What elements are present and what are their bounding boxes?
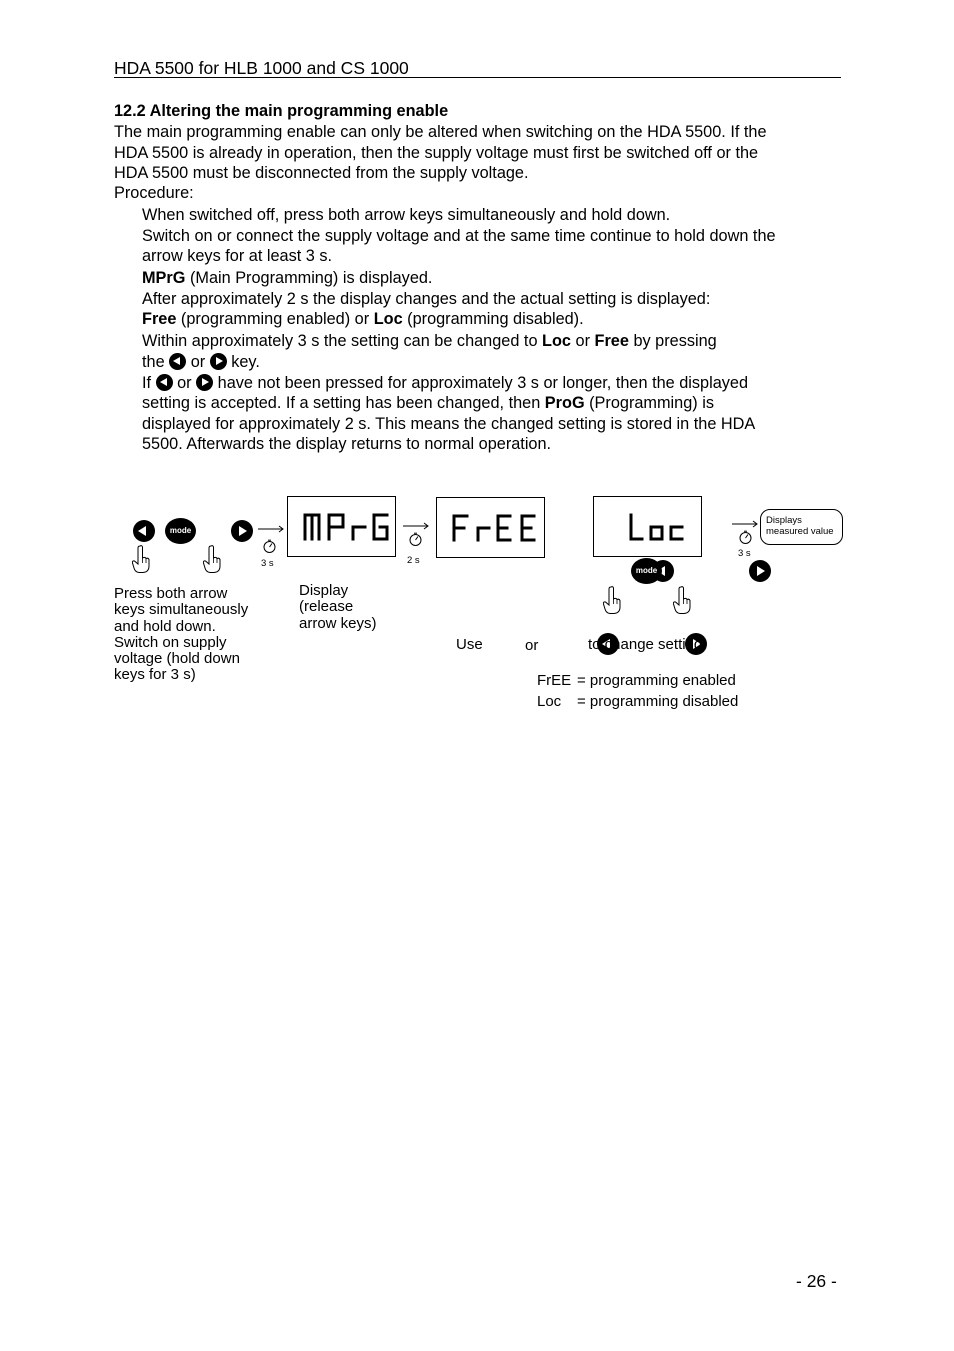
prog-term: ProG — [544, 394, 585, 412]
caption-line: keys for 3 s) — [114, 666, 196, 684]
seven-segment-loc — [594, 497, 701, 556]
caption-display — [299, 583, 377, 632]
step-text: by pressing — [628, 332, 717, 350]
caption-line: keys simultaneously — [114, 601, 249, 619]
use-label: Use — [456, 636, 483, 653]
step-line: When switched off, press both arrow keys simultaneously and hold down. — [142, 206, 671, 224]
flow-arrow — [731, 519, 759, 529]
intro-line-2: HDA 5500 is already in operation, then the supply voltage must first be switched off or the — [114, 144, 759, 162]
caption-line: Switch on supply — [114, 633, 227, 651]
step-line: 5500. Afterwards the display returns to normal operation. — [142, 435, 552, 453]
free-term: Free — [142, 310, 177, 328]
caption-line: Press both arrow — [114, 585, 228, 602]
page-header: HDA 5500 for HLB 1000 and CS 1000 — [114, 58, 409, 78]
step-text: key. — [226, 353, 260, 371]
step-text: or — [186, 353, 210, 371]
seven-segment-mprg — [288, 497, 395, 556]
legend-loc-value: = programming disabled — [577, 693, 739, 710]
hand-pointer-icon — [601, 585, 623, 615]
free-term: Free — [594, 332, 629, 350]
legend-loc-key: Loc — [537, 693, 562, 710]
caption-line: and hold down. — [114, 617, 216, 635]
caption-line: Display — [299, 582, 349, 599]
step-line: arrow keys for at least 3 s. — [142, 247, 333, 265]
hand-pointer-icon — [671, 585, 693, 615]
step-text: setting is accepted. If a setting has been changed, then — [142, 394, 545, 412]
timer-icon — [738, 530, 753, 545]
left-arrow-key-icon — [133, 520, 155, 542]
step-line: After approximately 2 s the display changes and the actual setting is displayed: — [142, 290, 711, 308]
step-text: Within approximately 3 s the setting can be changed to — [142, 332, 543, 350]
caption-line: arrow keys) — [299, 614, 377, 632]
bubble-line: measured value — [766, 526, 834, 537]
step-text: (programming disabled). — [402, 310, 584, 328]
loc-term: Loc — [373, 310, 403, 328]
page-number: - 26 - — [796, 1271, 837, 1291]
flow-arrow — [402, 521, 430, 531]
step-line: displayed for approximately 2 s. This means the changed setting is stored in the HDA — [142, 415, 756, 433]
caption-press-keys — [114, 586, 248, 684]
step-text: or — [570, 332, 595, 350]
time-label: 3 s — [261, 558, 274, 569]
section-title: 12.2 Altering the main programming enable — [114, 102, 449, 120]
step-text: the — [142, 353, 170, 371]
right-arrow-key-icon — [231, 520, 253, 542]
right-arrow-key-icon — [749, 560, 771, 582]
loc-term: Loc — [542, 332, 571, 350]
caption-line: voltage (hold down — [114, 650, 240, 668]
caption-line: (release — [299, 598, 354, 616]
legend-free-value: = programming enabled — [577, 672, 736, 689]
intro-line-1: The main programming enable can only be altered when switching on the HDA 5500. If the — [114, 123, 767, 141]
step-text: (programming enabled) or — [176, 310, 374, 328]
hand-pointer-icon — [130, 544, 152, 574]
hand-pointer-icon — [201, 544, 223, 574]
timer-icon — [262, 539, 277, 554]
intro-line-3: HDA 5500 must be disconnected from the supply voltage. — [114, 164, 529, 182]
change-setting-label: to change setting — [588, 636, 703, 653]
step-line: Switch on or connect the supply voltage and at the same time continue to hold down the — [142, 227, 776, 245]
measured-value-bubble — [760, 509, 843, 545]
step-text: or — [172, 374, 197, 392]
mode-key-icon: mode — [631, 558, 662, 584]
flow-arrow — [257, 524, 285, 534]
mode-key-icon: mode — [165, 518, 196, 544]
or-label: or — [525, 637, 539, 654]
step-text: If — [142, 374, 156, 392]
display-loc — [593, 496, 702, 557]
display-mprg — [287, 496, 396, 557]
display-free — [436, 497, 545, 558]
bubble-line: Displays — [766, 515, 802, 526]
legend-free-key: FrEE — [537, 672, 572, 689]
mprg-term: MPrG — [142, 269, 186, 287]
step-text: have not been pressed for approximately 3 s or longer, then the displayed — [213, 374, 749, 392]
procedure-label: Procedure: — [114, 184, 194, 202]
timer-icon — [408, 532, 423, 547]
time-label: 2 s — [407, 555, 420, 566]
seven-segment-free — [437, 498, 544, 557]
time-label: 3 s — [738, 548, 751, 559]
step-text: (Main Programming) is displayed. — [185, 269, 433, 287]
step-text: (Programming) is — [584, 394, 714, 412]
